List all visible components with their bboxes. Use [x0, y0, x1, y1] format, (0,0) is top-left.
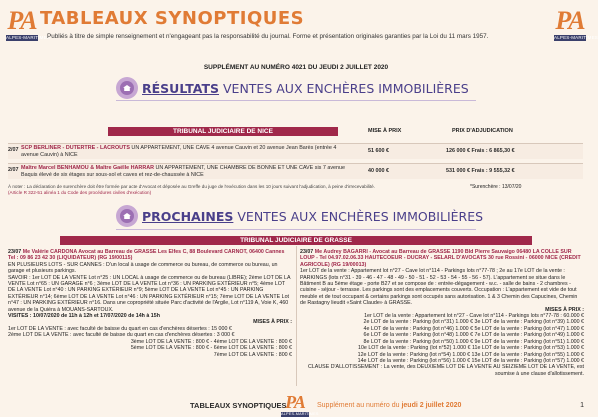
surenchere-note: À noter : La déclaration de surenchère doit être formée par acte d'Avocat et déposée au Greffe du juge de l'exécution dans les 10 jours suivant l'adjudication, à peine d'irrecevabilité.	[8, 184, 375, 189]
listing-summary: EN PLUSIEURS LOTS - SUR CANNES : D'un local à usage de commerce ou bureau, de commerce ou bureau, un garage et plusieurs parkings.	[8, 261, 278, 275]
footer-title: TABLEAUX SYNOPTIQUES	[190, 401, 287, 410]
row-description	[21, 165, 346, 178]
lot-price: 8e LOT de la vente : Parking (lot n°50) 1.000 € 9e LOT de la vente : Parking (lot n°51) 1.000 €	[363, 338, 584, 345]
resultats-heading-rest: VENTES AUX ENCHÈRES IMMOBILIÈRES	[223, 81, 469, 96]
listing-date: 23/07	[8, 249, 22, 255]
tribunal-grasse-bar: TRIBUNAL JUDICIAIRE DE GRASSE	[60, 236, 532, 245]
row-mise-a-prix: 40 000 €	[368, 168, 389, 174]
pa-logo-footer	[281, 392, 319, 416]
prochaines-heading-bold: PROCHAINES	[142, 209, 234, 224]
lot-price: 14e LOT de la vente : Parking (lot n°56) 1.000 € 15e LOT de la vente : Parking (lot n°57) 1.000 €	[357, 357, 584, 364]
listing-left	[8, 249, 292, 358]
tribunal-nice-bar: TRIBUNAL JUDICIAIRE DE NICE	[108, 127, 338, 136]
logo-mark: PA	[555, 6, 585, 35]
listing-date: 23/07	[300, 249, 314, 255]
logo-region: ALPES-MARITIMES	[6, 35, 51, 40]
lot-price: 2ème LOT DE LA VENTE : avec faculté de baisse du quart en cas d'enchères désertes : 3 000 €	[8, 332, 235, 339]
hammer-icon	[116, 77, 138, 99]
allotissement-clause: CLAUSE D'ALLOTISSEMENT : La vente, des DEUXIEME LOT DE LA VENTE AU SEIZIEME LOT DE LA VENTE, est soumise à une clause d'allotissement.	[308, 364, 584, 377]
listing-lots-description: SAVOIR : 1er LOT DE LA VENTE Lot n°25 : UN LOCAL à usage de commerce ou de bureau (LIBRE); 2ème LOT DE LA VENTE Lot n°65 : UN GARAGE n°6 ; 3ème LOT DE LA VENTE Lot n°36 : UN PARKING EXTÉRIEUR n°5; 4ème LOT DE LA VENTE Lot n°40 : UN PARKING EXTÉRIEUR n°9; 5ème LOT DE LA VENTE Lot n°45 : UN PARKING EXTÉRIEUR n°14; 6ème LOT DE LA VENTE Lot n°46 : UN PARKING EXTÉRIEUR n°15; 7ème LOT DE LA VENTE Lot n°47 : UN PARKING EXTÉRIEUR n°16. Dans une copropriété située Parc d'activité de l'Argile, Lot n°119 A, Voie K, 460 avenue de la Quiéra à MOUANS-SARTOUX.	[8, 274, 291, 313]
listing-visites: VISITES : 10/07/2020 de 11h à 12h et 17/07/2020 de 14h à 15h	[8, 313, 160, 320]
prochaines-heading-rest: VENTES AUX ENCHÈRES IMMOBILIÈRES	[237, 209, 484, 224]
resultats-heading	[142, 81, 469, 97]
hammer-icon	[116, 205, 138, 227]
row-date: 2/07	[8, 147, 19, 153]
footer-supplement	[317, 402, 461, 409]
row-property: UN APPARTEMENT, UNE CHAMBRE DE BONNE ET UNE CAVE sis 7 avenue Baquis élevé de six étages sur sous-sol et caves et rez-de-chaussée à NICE	[21, 165, 346, 178]
lot-price: 3ème LOT DE LA VENTE : 800 € - 4ème LOT DE LA VENTE : 800 €	[130, 338, 292, 345]
lot-price: 1er LOT de la vente : Appartement lot n°27 - Cave lot n°114 - Parkings lots n°77-78 : 60.000 €	[364, 313, 584, 320]
mises-a-prix-label: MISES À PRIX :	[253, 319, 292, 326]
col-mise-a-prix: MISE À PRIX	[368, 128, 402, 134]
supplement-line: SUPPLÉMENT AU NUMÉRO 4021 DU JEUDI 2 JUILLET 2020	[203, 64, 389, 71]
lot-price: 4e LOT de la vente : Parking (lot n°46) 1.000 € 5e LOT de la vente : Parking (lot n°47) 1.000 €	[363, 325, 584, 332]
surenchere-note-ref: (Article R 322-51 alinéa 1 du Code des procédures civiles d'exécution)	[8, 190, 152, 195]
section-divider	[116, 229, 476, 230]
page-number: 1	[580, 402, 584, 409]
footer	[0, 391, 592, 417]
page-title: TABLEAUX SYNOPTIQUES	[40, 8, 305, 29]
lot-price: 2e LOT de la vente : Parking (lot n°31) 1.000 € 3e LOT de la vente : Parking (lot n°39) 1.000 €	[363, 319, 584, 326]
lot-price: 5ème LOT DE LA VENTE : 800 € - 6ème LOT DE LA VENTE : 800 €	[130, 345, 292, 352]
column-divider	[296, 246, 297, 386]
row-description	[21, 145, 346, 158]
logo-mark: PA	[285, 392, 305, 412]
logo-mark: PA	[7, 6, 37, 35]
mises-a-prix-label: MISES À PRIX :	[545, 306, 584, 313]
listing-lawyer: Me Valérie CARDONA Avocat au Barreau de GRASSE Les Elfes C, 88 Boulevard CARNOT, 06400 Cannes Tel : 09 86 23 42 30 (LIQUIDATEUR) (RG 19/00115)	[8, 249, 285, 262]
row-mise-a-prix: 51 600 €	[368, 148, 389, 154]
listing-lawyer: Me Audrey BAGARRI - Avocat au Barreau de GRASSE 1190 Bld Pierre Sauvaigo 06480 LA COLLE SUR LOUP - Tel 04.97.02.06.33 HAUTECOEUR - DUCRAY - SELARL D'AVOCATS 30 rue Rossini - 06000 NICE (CREDIT AGRICOLE) (RG 19/00013)	[300, 249, 581, 268]
resultats-heading-bold: RÉSULTATS	[142, 81, 220, 96]
row-adjudication: 126 000 € Frais : 6 865,30 €	[446, 148, 515, 154]
section-divider	[116, 100, 476, 101]
prochaines-heading	[142, 209, 483, 225]
surenchere-date: *Surenchère : 13/07/20	[470, 184, 522, 190]
pa-logo-left	[6, 6, 51, 48]
lot-price: 6e LOT de la vente : Parking (lot n°48) 1.000 € 7e LOT de la vente : Parking (lot n°49) 1.000 €	[363, 332, 584, 339]
lot-price: 12e LOT de la vente : Parking (lot n°54) 1.000 € 13e LOT de la vente : Parking (lot n°55) 1.000 €	[357, 351, 584, 358]
listing-description: 1er LOT de la vente : Appartement lot n°27 - Cave lot n°114 - Parkings lots n°77-78 ; 2e au 17e LOT de la vente : PARKINGS (lots n°31 - 39 - 46 - 47 - 48 - 49 - 50 - 51 - 52 - 53 - 54 - 55 - 56 - 57). L'appartement se situe dans le Bâtiment B au 5ème étage - porte B27 et se compose de : entrée-dégagement - w.c. - salle de bains - 2 chambres - cuisine - séjour - terrasse. Les parkings sont des emplacements couverts. Occupation : L'appartement est vide de tout meuble et de tout occupant & certains parkings sont occupés sans autorisation. 1 & 3 Chemin des Capucines, Chemin de Rastagny lieudit «Saint Claude» à GRASSE.	[300, 268, 578, 307]
listing-right	[300, 249, 584, 377]
logo-region: ALPES-MARITIMES	[281, 412, 319, 416]
lot-price: 7ème LOT DE LA VENTE : 800 €	[213, 351, 292, 358]
row-property: UN APPARTEMENT, UNE CAVE 4 avenue Cauvin et 20 avenue Jean Barès (entrée 4 avenue Cauvin) à NICE	[21, 145, 337, 158]
page-subtitle: Publiés à titre de simple renseignement et n'engageant pas la responsabilité du journal. Forme et présentation originales garanties par la Loi du 11 mars 1957.	[47, 33, 489, 40]
row-lawyer: SCP BERLINER - DUTERTRE - LACROUTS	[21, 145, 130, 151]
lot-price: 10e LOT de la vente : Parking (lot n°52) 1.000 € 11e LOT de la vente : Parking (lot n°53) 1.000 €	[358, 345, 584, 352]
pa-logo-right	[554, 6, 598, 48]
row-adjudication: 531 000 € Frais : 9 555,32 €	[446, 168, 515, 174]
footer-supp-date: jeudi 2 juillet 2020	[401, 402, 462, 409]
row-lawyer: Maître Marcel BENHAMOU & Maître Gaëlle HARRAR	[21, 165, 154, 171]
footer-supp-prefix: Supplément au numéro du	[317, 402, 400, 409]
result-row	[8, 163, 583, 179]
row-date: 2/07	[8, 167, 19, 173]
lot-price: 1er LOT DE LA VENTE : avec faculté de baisse du quart en cas d'enchères désertes : 15 000 €	[8, 325, 232, 332]
col-prix-adjudication: PRIX D'ADJUDICATION	[452, 128, 513, 134]
result-row	[8, 143, 583, 159]
logo-region: ALPES-MARITIMES	[554, 35, 598, 40]
